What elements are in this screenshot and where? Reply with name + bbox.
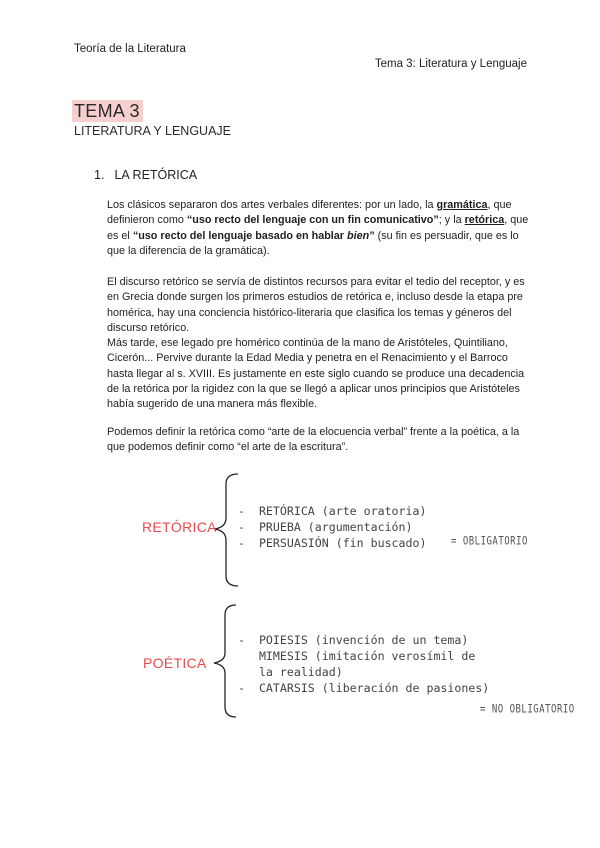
poetica-note: = NO OBLIGATORIO xyxy=(480,703,575,717)
poetica-label: POÉTICA xyxy=(143,655,207,671)
p1-text-3: ; y la xyxy=(438,214,465,227)
p1-text-1: Los clásicos separaron dos artes verbales diferentes: por un lado, la xyxy=(107,199,437,211)
retorica-brace xyxy=(215,474,238,586)
p1-quote-1: “uso recto del lenguaje con un fin comunicativo” xyxy=(186,214,439,227)
header-left: Teoría de la Literatura xyxy=(74,43,186,55)
section-title: LA RETÓRICA xyxy=(114,168,198,182)
retorica-item-1: - RETÓRICA (arte oratoria) xyxy=(238,504,427,518)
retorica-item-2: - PRUEBA (argumentación) xyxy=(238,520,413,534)
p1-quote-2a: “uso recto del lenguaje basado en hablar xyxy=(132,229,348,242)
p2-text-b: Más tarde, ese legado pre homérico continúa de la mano de Aristóteles, Quintiliano, Cicerón... Pervive durante la Edad Media y penetra en el Renacimiento y el Barroco hasta llegar al s. XVIII. Es justamente en este siglo cuando se produce una decadencia de la retórica por la rigidez con la que se llegó a aplicar unos principios que Aristóteles había sugerido de una manera más flexible. xyxy=(107,337,525,411)
p1-text-4: , que es el xyxy=(107,214,529,242)
poetica-item-1: - POIESIS (invención de un tema) xyxy=(238,633,469,647)
p2-text-a: El discurso retórico se servía de distintos recursos para evitar el tedio del receptor, y es en Grecia donde surgen los primeros estudios de retórica e, incluso desde la etapa pre homérica, hay una conciencia histórico-literaria que clasifica los temas y géneros del discurso retórico. xyxy=(107,276,525,334)
tema-subtitle: LITERATURA Y LENGUAJE xyxy=(74,124,231,138)
section-number: 1. xyxy=(94,168,105,182)
paragraph-3: Podemos definir la retórica como “arte de la elocuencia verbal” frente a la poética, a la que podemos definir como “el arte de la escritura”. xyxy=(107,426,520,454)
header-right: Tema 3: Literatura y Lenguaje xyxy=(374,58,527,70)
p1-quote-2c: ” xyxy=(369,229,375,242)
p1-quote-2b: bien xyxy=(347,229,370,242)
p1-gramatica: gramática xyxy=(436,199,488,211)
p1-retorica: retórica xyxy=(464,214,505,227)
poetica-item-3: la realidad) xyxy=(238,665,343,679)
retorica-note: = OBLIGATORIO xyxy=(451,535,528,549)
p1-text-5: (su fin es persuadir, que es lo que la diferencia de la gramática). xyxy=(107,229,519,257)
poetica-item-2: MIMESIS (imitación verosímil de xyxy=(238,649,476,663)
poetica-item-4: - CATARSIS (liberación de pasiones) xyxy=(238,681,490,695)
p1-text-2: , que definieron como xyxy=(107,199,512,227)
retorica-item-3: - PERSUASIÓN (fin buscado) xyxy=(238,536,427,550)
retorica-label: RETÓRICA xyxy=(142,519,217,535)
poetica-brace xyxy=(214,605,236,717)
tema-title: TEMA 3 xyxy=(72,100,143,122)
